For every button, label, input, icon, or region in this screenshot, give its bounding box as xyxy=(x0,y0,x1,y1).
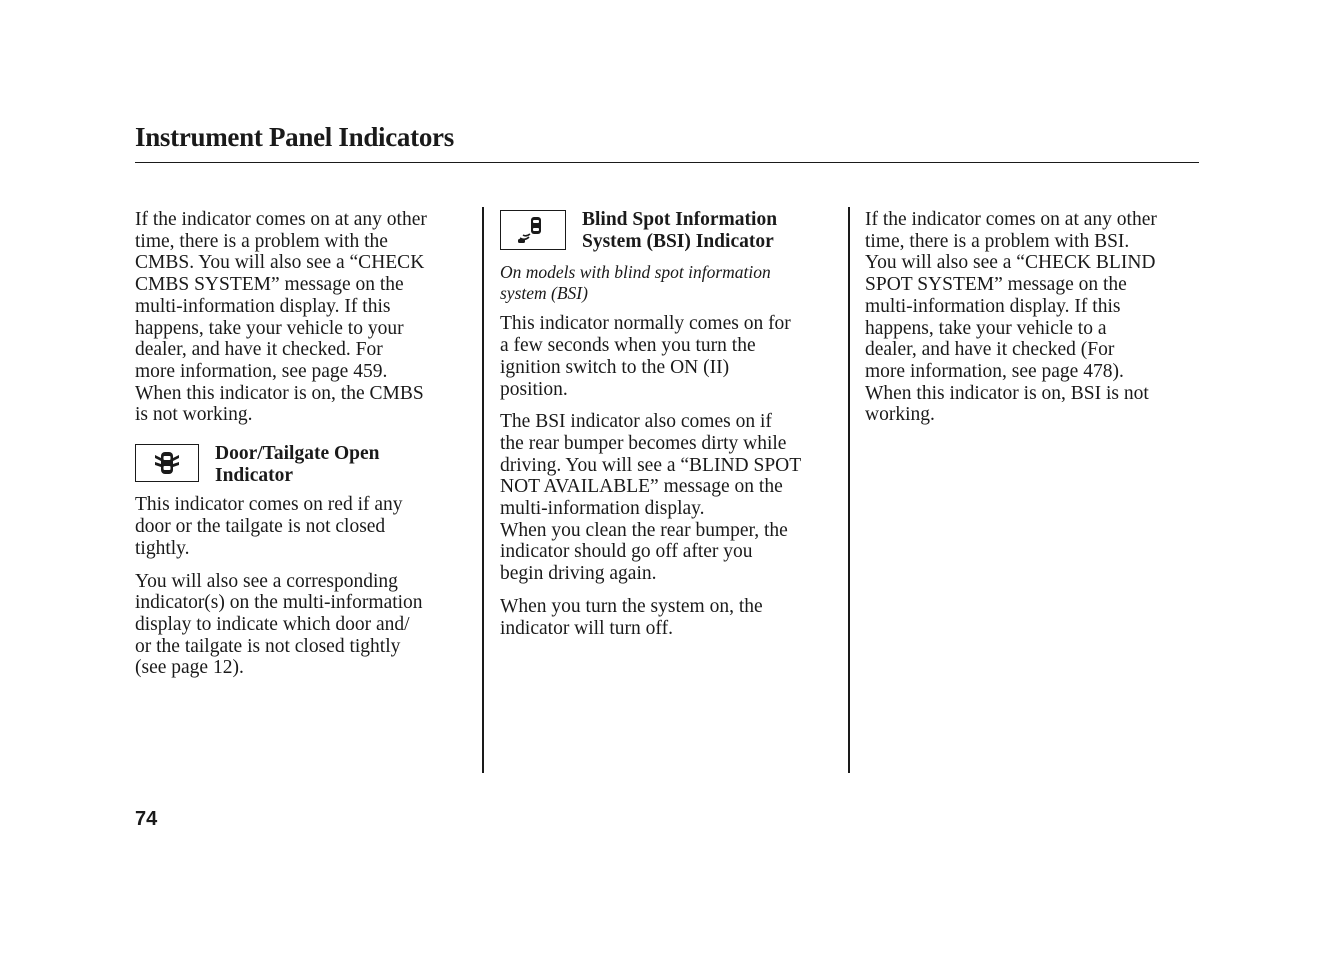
bsi-dirty-bumper-paragraph: The BSI indicator also comes on if the rear bumper becomes dirty while driving. You will see a “BLIND SPOT NOT AVAILABLE” message on the multi-information display. xyxy=(500,411,802,520)
page-title: Instrument Panel Indicators xyxy=(135,122,454,152)
door-indicator-mid-paragraph: You will also see a corresponding indicator(s) on the multi-information display to indicate which door and/ or the tailgate is not closed tightly (see page 12). xyxy=(135,570,423,679)
column-1 xyxy=(135,209,475,690)
column-divider-left xyxy=(482,207,484,773)
bsi-indicator-icon-box xyxy=(500,210,566,250)
column-divider-right xyxy=(848,207,850,773)
door-open-icon xyxy=(151,449,183,477)
door-indicator-heading xyxy=(135,443,475,486)
door-indicator-title: Door/Tailgate Open Indicator xyxy=(215,443,380,486)
bsi-models-note: On models with blind spot information system (BSI) xyxy=(500,262,771,303)
bsi-indicator-title: Blind Spot Information System (BSI) Indicator xyxy=(582,209,778,252)
bsi-clean-bumper-paragraph: When you clean the rear bumper, the indicator should go off after you begin driving again. xyxy=(500,519,788,585)
column-2 xyxy=(500,209,840,650)
door-indicator-icon-box xyxy=(135,444,199,482)
column-3 xyxy=(865,209,1205,437)
title-rule xyxy=(135,162,1199,163)
bsi-indicator-heading xyxy=(500,209,840,252)
bsi-normal-paragraph: This indicator normally comes on for a few seconds when you turn the ignition switch to the ON (II) position. xyxy=(500,313,791,400)
page-number: 74 xyxy=(135,808,158,830)
blind-spot-icon xyxy=(513,214,553,246)
cmbs-problem-paragraph: If the indicator comes on at any other time, there is a problem with the CMBS. You will also see a “CHECK CMBS SYSTEM” message on the multi-information display. If this happens, take your vehicle to your dealer, and have it checked. For more information, see page 459. When this indicator is on, the CMBS is not working. xyxy=(135,209,427,426)
bsi-system-on-paragraph: When you turn the system on, the indicator will turn off. xyxy=(500,595,763,639)
bsi-problem-paragraph: If the indicator comes on at any other time, there is a problem with BSI. You will also see a “CHECK BLIND SPOT SYSTEM” message on the multi-information display. If this happens, take your vehicle to a dealer, and have it checked (For more information, see page 478). When this indicator is on, BSI is not working. xyxy=(865,209,1157,426)
door-indicator-description: This indicator comes on red if any door or the tailgate is not closed tightly. xyxy=(135,494,403,559)
